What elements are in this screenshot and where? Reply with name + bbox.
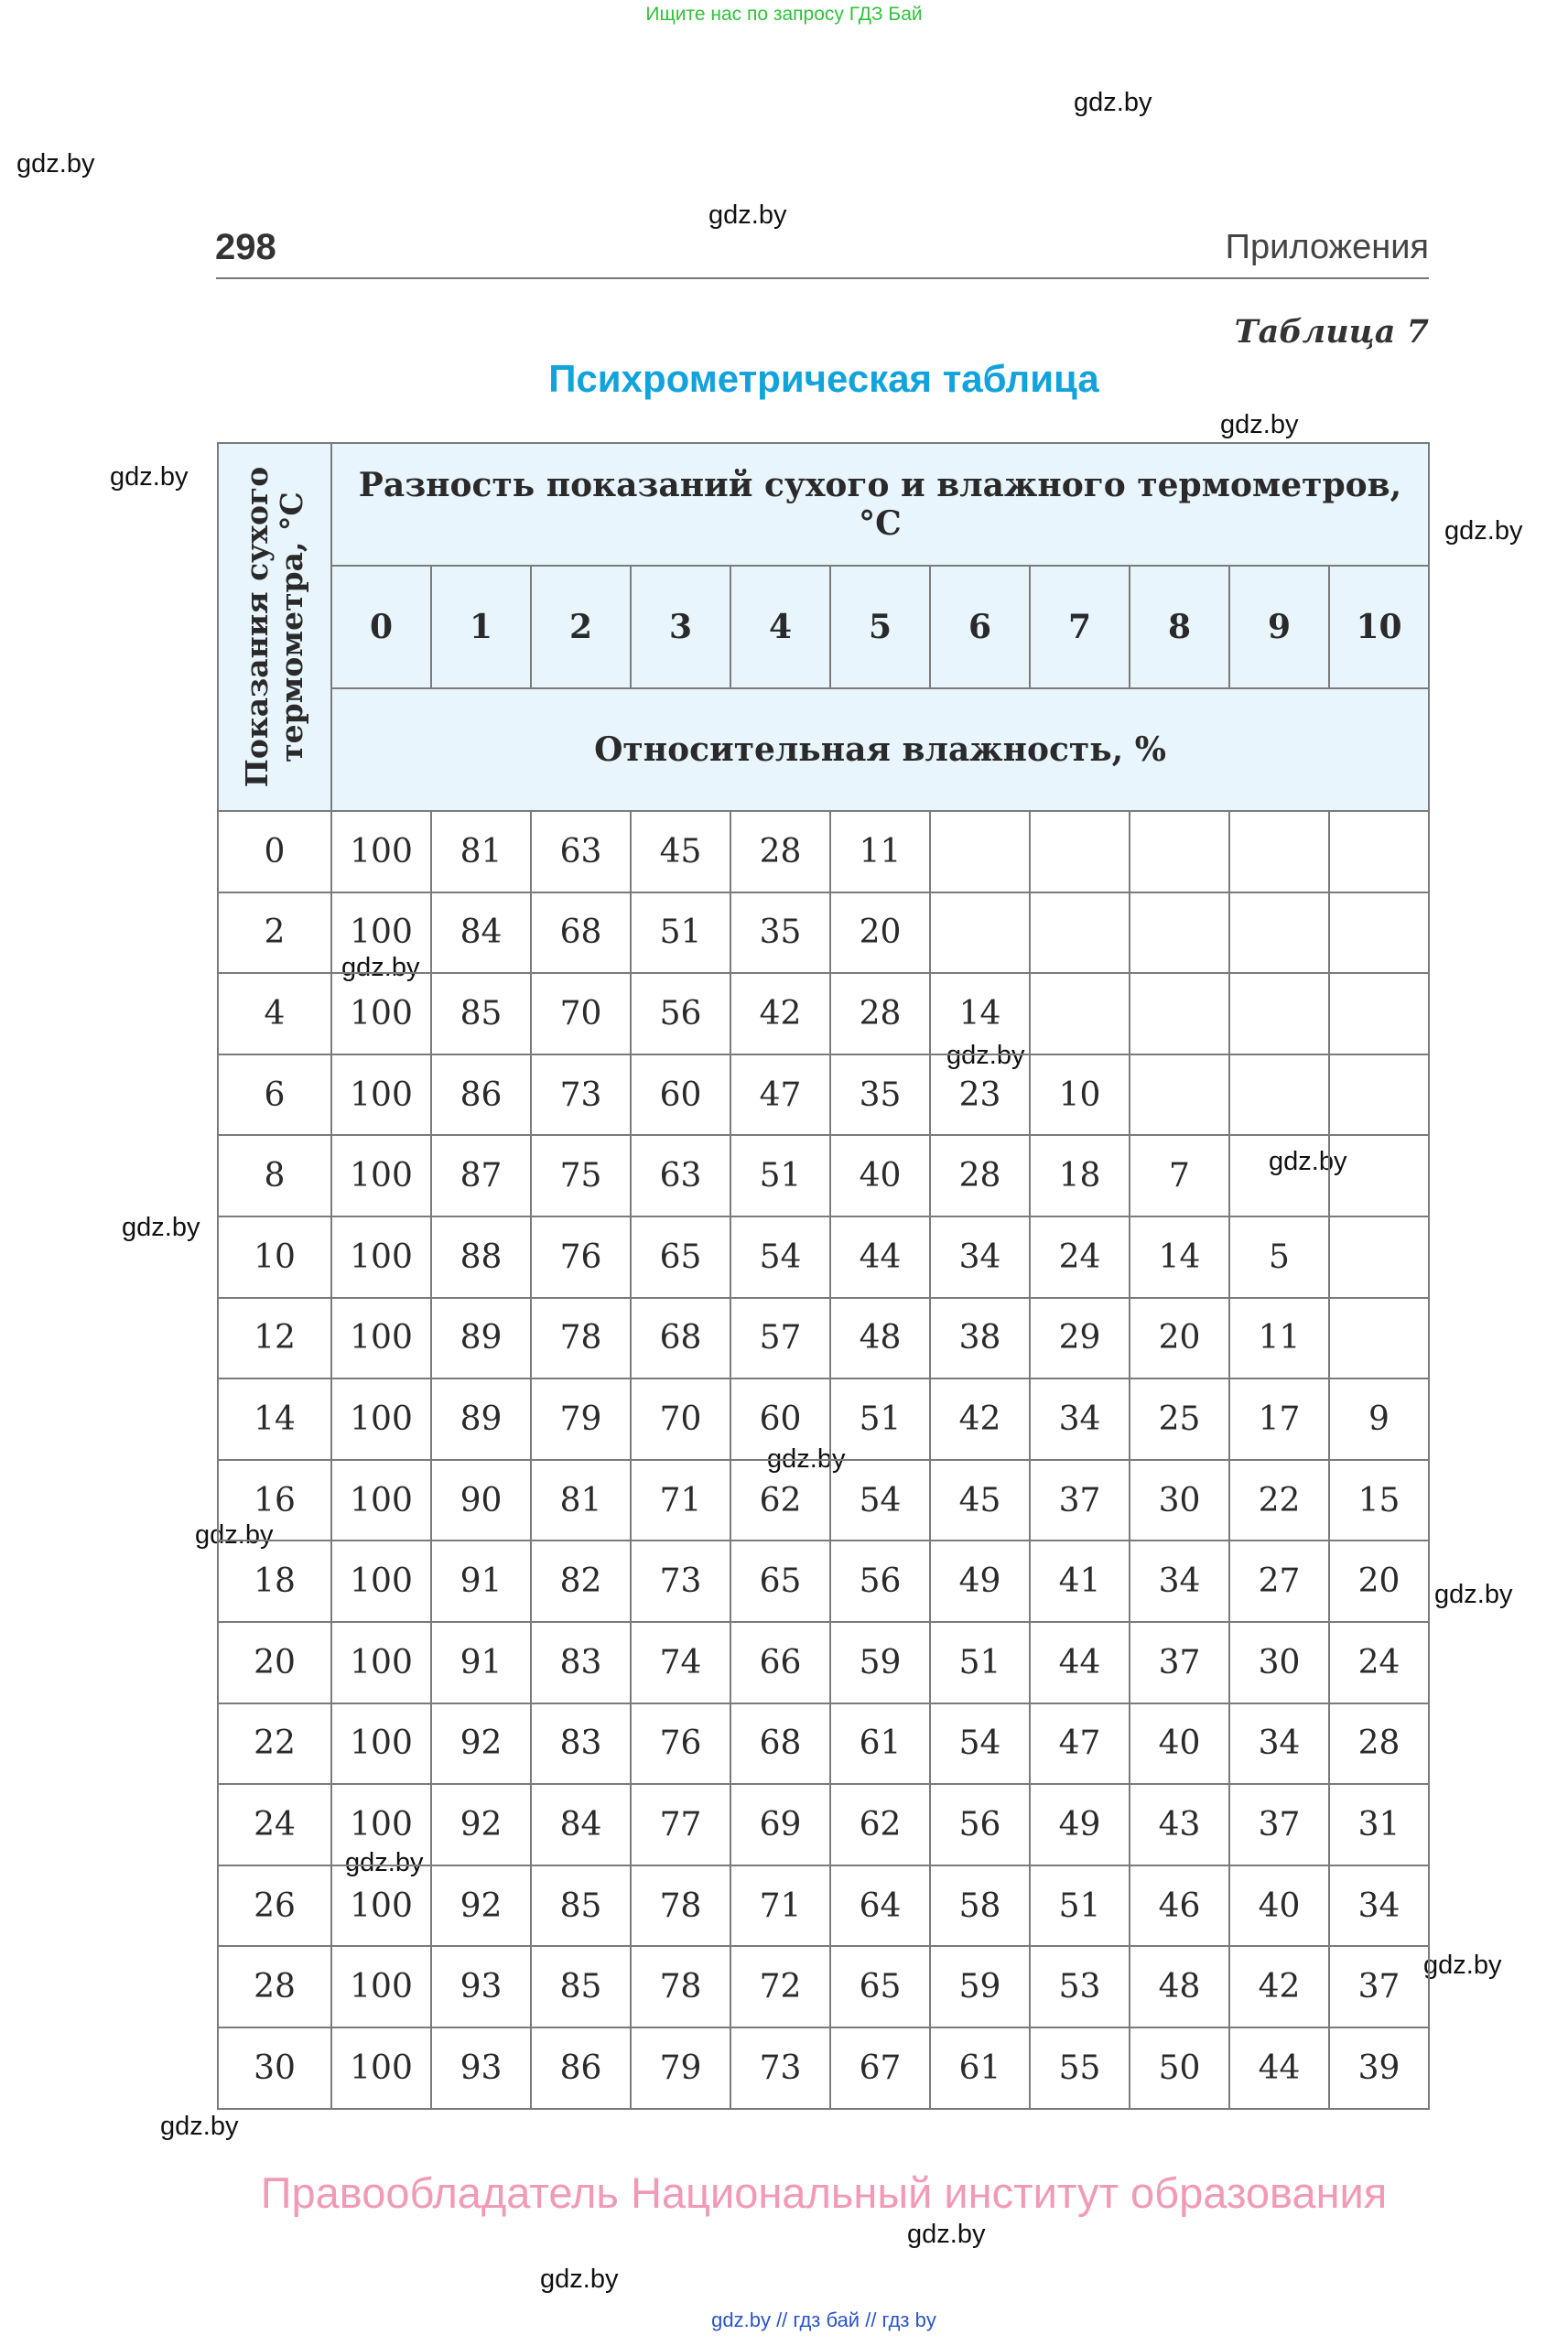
sub-header: Относительная влажность, % [331,688,1429,811]
humidity-cell [1130,892,1229,974]
humidity-cell: 37 [1130,1622,1229,1703]
humidity-cell: 54 [830,1460,930,1541]
humidity-cell: 93 [431,1946,531,2027]
humidity-cell: 92 [431,1703,531,1785]
row-header-line-2: термометра, °C [274,492,309,762]
humidity-cell: 71 [730,1865,830,1947]
humidity-cell: 50 [1130,2027,1229,2109]
humidity-cell: 9 [1329,1378,1429,1460]
humidity-cell: 54 [730,1216,830,1298]
humidity-cell: 40 [1229,1865,1329,1947]
humidity-cell: 35 [830,1054,930,1136]
humidity-cell: 65 [830,1946,930,2027]
humidity-cell: 49 [1030,1784,1130,1865]
column-header: 8 [1130,566,1229,689]
humidity-cell: 75 [531,1135,631,1216]
column-header: 0 [331,566,431,689]
humidity-cell: 51 [730,1135,830,1216]
watermark: gdz.by [16,149,95,178]
table-label: Таблица 7 [1234,313,1429,351]
humidity-cell: 37 [1329,1946,1429,2027]
watermark: gdz.by [1269,1147,1347,1176]
humidity-cell: 73 [631,1541,730,1622]
psychrometric-table [217,442,1430,2110]
table-row [218,1378,1429,1460]
table-row [218,1460,1429,1541]
humidity-cell: 87 [431,1135,531,1216]
humidity-cell: 100 [331,1865,431,1947]
humidity-cell: 81 [531,1460,631,1541]
humidity-cell: 92 [431,1784,531,1865]
humidity-cell: 10 [1030,1054,1130,1136]
humidity-cell: 62 [830,1784,930,1865]
watermark: gdz.by [110,462,189,492]
humidity-cell: 23 [930,1054,1030,1136]
humidity-cell: 71 [631,1460,730,1541]
column-header: 5 [830,566,930,689]
humidity-cell: 100 [331,1054,431,1136]
humidity-cell: 74 [631,1622,730,1703]
row-temperature-cell: 10 [218,1216,331,1298]
watermark: gdz.by [160,2112,239,2141]
humidity-cell: 65 [631,1216,730,1298]
humidity-cell: 17 [1229,1378,1329,1460]
humidity-cell: 85 [531,1865,631,1947]
humidity-cell [1229,892,1329,974]
humidity-cell: 60 [730,1378,830,1460]
watermark: gdz.by [946,1041,1025,1070]
humidity-cell: 44 [1030,1622,1130,1703]
row-header-line-1: Показания сухого [239,466,276,788]
humidity-cell: 100 [331,1216,431,1298]
humidity-cell: 83 [531,1622,631,1703]
humidity-cell: 46 [1130,1865,1229,1947]
watermark: gdz.by [122,1213,200,1242]
humidity-cell: 78 [631,1865,730,1947]
humidity-cell: 28 [830,973,930,1054]
row-temperature-cell: 16 [218,1460,331,1541]
humidity-cell: 55 [1030,2027,1130,2109]
humidity-cell: 61 [830,1703,930,1785]
humidity-cell: 22 [1229,1460,1329,1541]
humidity-cell: 29 [1030,1298,1130,1379]
humidity-cell: 100 [331,1378,431,1460]
humidity-cell [1130,973,1229,1054]
column-header: 2 [531,566,631,689]
humidity-cell: 15 [1329,1460,1429,1541]
humidity-cell: 7 [1130,1135,1229,1216]
column-header: 1 [431,566,531,689]
humidity-cell: 85 [431,973,531,1054]
column-header: 7 [1030,566,1130,689]
humidity-cell: 51 [930,1622,1030,1703]
humidity-cell: 59 [930,1946,1030,2027]
humidity-cell: 14 [930,973,1030,1054]
table-row [218,973,1429,1054]
humidity-cell: 70 [631,1378,730,1460]
humidity-cell: 51 [830,1378,930,1460]
humidity-cell: 56 [830,1541,930,1622]
humidity-cell: 83 [531,1703,631,1785]
humidity-cell [1329,1216,1429,1298]
top-banner[interactable]: Ищите нас по запросу ГДЗ Бай [645,4,923,25]
humidity-cell: 47 [1030,1703,1130,1785]
humidity-cell: 66 [730,1622,830,1703]
humidity-cell: 76 [531,1216,631,1298]
watermark: gdz.by [1444,516,1523,546]
humidity-cell: 34 [1030,1378,1130,1460]
humidity-cell: 100 [331,1622,431,1703]
humidity-cell: 34 [1229,1703,1329,1785]
humidity-cell: 60 [631,1054,730,1136]
humidity-cell: 68 [631,1298,730,1379]
humidity-cell: 89 [431,1378,531,1460]
humidity-cell: 34 [1130,1541,1229,1622]
humidity-cell: 72 [730,1946,830,2027]
watermark: gdz.by [1423,1951,1502,1980]
column-header: 4 [730,566,830,689]
table-row [218,1541,1429,1622]
table-row [218,1216,1429,1298]
humidity-cell: 45 [930,1460,1030,1541]
humidity-cell: 67 [830,2027,930,2109]
row-temperature-cell: 6 [218,1054,331,1136]
watermark: gdz.by [345,1848,424,1877]
humidity-cell: 34 [930,1216,1030,1298]
humidity-cell: 30 [1229,1622,1329,1703]
humidity-cell: 79 [631,2027,730,2109]
humidity-cell: 28 [730,811,830,892]
humidity-cell: 54 [930,1703,1030,1785]
humidity-cell: 59 [830,1622,930,1703]
table-row [218,2027,1429,2109]
humidity-cell [1130,811,1229,892]
column-header: 10 [1329,566,1429,689]
table-row [218,1946,1429,2027]
table-row [218,1784,1429,1865]
humidity-cell [1130,1054,1229,1136]
humidity-cell: 44 [1229,2027,1329,2109]
humidity-cell: 56 [930,1784,1030,1865]
row-temperature-cell: 2 [218,892,331,974]
humidity-cell [1229,1135,1329,1216]
humidity-cell: 63 [531,811,631,892]
humidity-cell: 78 [631,1946,730,2027]
watermark: gdz.by [907,2220,986,2249]
humidity-cell: 79 [531,1378,631,1460]
humidity-cell: 43 [1130,1784,1229,1865]
watermark: gdz.by [1434,1580,1513,1609]
table-row [218,1703,1429,1785]
humidity-cell: 25 [1130,1378,1229,1460]
copyright-notice: Правообладатель Национальный институт образования [260,2168,1388,2217]
watermark: gdz.by [1220,410,1299,439]
humidity-cell: 91 [431,1622,531,1703]
watermark: gdz.by [195,1520,274,1550]
humidity-cell: 100 [331,1298,431,1379]
humidity-cell: 31 [1329,1784,1429,1865]
row-temperature-cell: 0 [218,811,331,892]
humidity-cell: 35 [730,892,830,974]
humidity-cell: 70 [531,973,631,1054]
humidity-cell: 48 [830,1298,930,1379]
humidity-cell: 100 [331,973,431,1054]
table-row [218,1622,1429,1703]
humidity-cell: 24 [1329,1622,1429,1703]
humidity-cell: 38 [930,1298,1030,1379]
humidity-cell [1229,1054,1329,1136]
humidity-cell: 30 [1130,1460,1229,1541]
column-group-header: Разность показаний сухого и влажного термометров, °C [331,443,1429,566]
row-temperature-cell: 4 [218,973,331,1054]
humidity-cell: 24 [1030,1216,1130,1298]
row-header-cell [218,443,331,811]
humidity-cell [1229,811,1329,892]
humidity-cell [1030,811,1130,892]
humidity-cell: 41 [1030,1541,1130,1622]
humidity-cell: 85 [531,1946,631,2027]
humidity-cell: 82 [531,1541,631,1622]
humidity-cell: 63 [631,1135,730,1216]
humidity-cell: 48 [1130,1946,1229,2027]
humidity-cell: 58 [930,1865,1030,1947]
table-row [218,1135,1429,1216]
humidity-cell: 100 [331,811,431,892]
humidity-cell: 47 [730,1054,830,1136]
humidity-cell: 92 [431,1865,531,1947]
humidity-cell: 44 [830,1216,930,1298]
row-temperature-cell: 24 [218,1784,331,1865]
table-row [218,1054,1429,1136]
humidity-cell: 51 [631,892,730,974]
humidity-cell: 20 [1130,1298,1229,1379]
humidity-cell: 20 [830,892,930,974]
humidity-cell: 51 [1030,1865,1130,1947]
header-divider [216,277,1429,279]
page-number: 298 [215,227,276,267]
humidity-cell: 100 [331,892,431,974]
humidity-cell [930,811,1030,892]
humidity-cell [930,892,1030,974]
humidity-cell: 64 [830,1865,930,1947]
humidity-cell: 86 [531,2027,631,2109]
column-header: 3 [631,566,730,689]
humidity-cell: 28 [1329,1703,1429,1785]
table-title: Психрометрическая таблица [548,357,1099,400]
humidity-cell [1329,892,1429,974]
humidity-cell: 40 [830,1135,930,1216]
humidity-cell: 20 [1329,1541,1429,1622]
row-temperature-cell: 22 [218,1703,331,1785]
row-temperature-cell: 14 [218,1378,331,1460]
humidity-cell: 34 [1329,1865,1429,1947]
humidity-cell: 62 [730,1460,830,1541]
row-temperature-cell: 26 [218,1865,331,1947]
humidity-cell: 61 [930,2027,1030,2109]
humidity-cell: 11 [1229,1298,1329,1379]
humidity-cell: 57 [730,1298,830,1379]
humidity-cell [1329,1298,1429,1379]
humidity-cell [1329,973,1429,1054]
humidity-cell [1030,892,1130,974]
humidity-cell: 14 [1130,1216,1229,1298]
humidity-cell [1329,811,1429,892]
humidity-cell: 42 [730,973,830,1054]
table-row [218,1298,1429,1379]
humidity-cell: 81 [431,811,531,892]
humidity-cell: 86 [431,1054,531,1136]
footer-links[interactable]: gdz.by // гдз бай // гдз by [711,2308,936,2331]
humidity-cell: 37 [1030,1460,1130,1541]
watermark: gdz.by [767,1444,846,1474]
column-header: 9 [1229,566,1329,689]
humidity-cell: 28 [930,1135,1030,1216]
humidity-cell: 100 [331,1135,431,1216]
humidity-cell: 37 [1229,1784,1329,1865]
humidity-cell: 40 [1130,1703,1229,1785]
humidity-cell: 84 [431,892,531,974]
humidity-cell [1329,1135,1429,1216]
humidity-cell: 73 [531,1054,631,1136]
humidity-cell: 76 [631,1703,730,1785]
table-row [218,1865,1429,1947]
humidity-cell [1030,973,1130,1054]
humidity-cell: 77 [631,1784,730,1865]
watermark: gdz.by [1074,88,1152,117]
humidity-cell: 78 [531,1298,631,1379]
watermark: gdz.by [341,953,420,982]
humidity-cell: 91 [431,1541,531,1622]
humidity-cell: 65 [730,1541,830,1622]
humidity-cell: 45 [631,811,730,892]
humidity-cell: 5 [1229,1216,1329,1298]
humidity-cell: 84 [531,1784,631,1865]
humidity-cell: 100 [331,1460,431,1541]
humidity-cell: 68 [531,892,631,974]
humidity-cell: 56 [631,973,730,1054]
humidity-cell: 88 [431,1216,531,1298]
humidity-cell: 100 [331,1703,431,1785]
humidity-cell: 100 [331,1784,431,1865]
table-row [218,892,1429,974]
row-temperature-cell: 20 [218,1622,331,1703]
humidity-cell: 18 [1030,1135,1130,1216]
column-header: 6 [930,566,1030,689]
humidity-cell: 11 [830,811,930,892]
humidity-cell [1229,973,1329,1054]
humidity-cell: 89 [431,1298,531,1379]
row-temperature-cell: 28 [218,1946,331,2027]
table-body [218,811,1429,2109]
row-temperature-cell: 12 [218,1298,331,1379]
humidity-cell: 42 [930,1378,1030,1460]
humidity-cell: 39 [1329,2027,1429,2109]
humidity-cell: 53 [1030,1946,1130,2027]
humidity-cell: 49 [930,1541,1030,1622]
humidity-cell: 90 [431,1460,531,1541]
humidity-cell: 100 [331,1541,431,1622]
row-temperature-cell: 8 [218,1135,331,1216]
humidity-cell [1329,1054,1429,1136]
row-temperature-cell: 18 [218,1541,331,1622]
humidity-cell: 93 [431,2027,531,2109]
humidity-cell: 69 [730,1784,830,1865]
humidity-cell: 100 [331,2027,431,2109]
row-temperature-cell: 30 [218,2027,331,2109]
section-title: Приложения [1225,228,1429,266]
table-row [218,811,1429,892]
humidity-cell: 73 [730,2027,830,2109]
watermark: gdz.by [540,2265,619,2294]
humidity-cell: 27 [1229,1541,1329,1622]
humidity-cell: 68 [730,1703,830,1785]
humidity-cell: 42 [1229,1946,1329,2027]
humidity-cell: 100 [331,1946,431,2027]
watermark: gdz.by [708,200,787,230]
